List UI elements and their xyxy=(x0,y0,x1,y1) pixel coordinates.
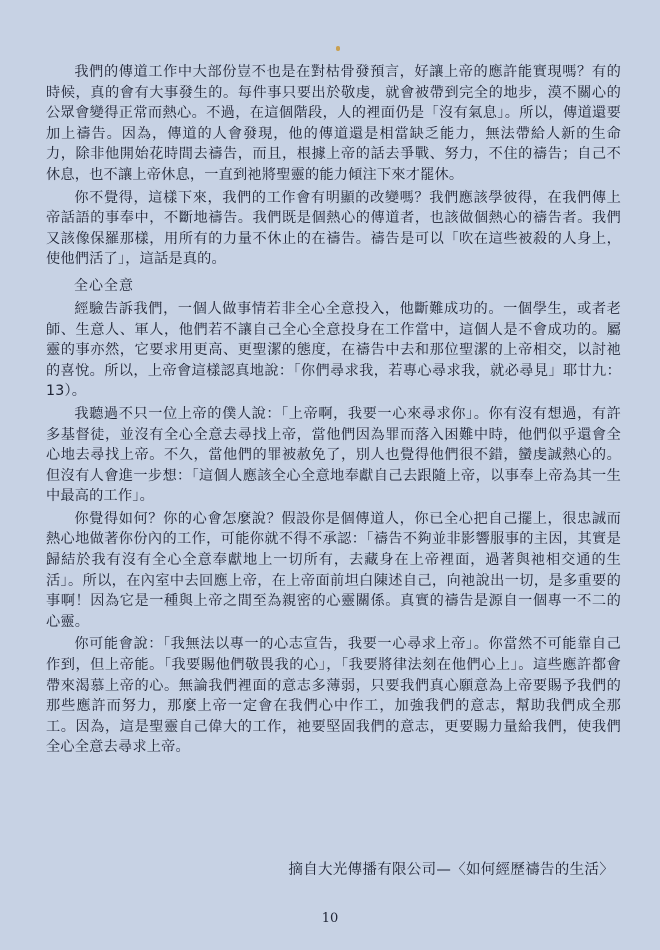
paragraph: 我們的傳道工作中大部份豈不也是在對枯骨發預言，好讓上帝的應許能實現嗎？有的時候，真的會有大事發生的。每件事只要出於敬虔，就會被帶到完全的地步，漠不關心的公眾會變得正常而熱心。不過，在這個階段，人的裡面仍是「沒有氣息」。所以，傳道還要加上禱告。因為，傳道的人會發現，他的傳道還是相當缺乏能力，無法帶給人新的生命力，除非他開始花時間去禱告，而且，根據上帝的話去爭戰、努力，不住的禱告；自己不休息，也不讓上帝休息，一直到祂將聖靈的能力傾注下來才罷休。 xyxy=(46,64,621,183)
source-attribution: 摘自大光傳播有限公司—〈如何經歷禱告的生活〉 xyxy=(288,862,614,878)
page-ornament xyxy=(336,46,340,51)
paragraph: 你覺得如何？你的心會怎麼說？假設你是個傳道人，你已全心把自己擺上，很忠誠而熱心地做著你份內的工作，可能你就不得不承認：「禱告不夠並非影響服事的主因，其實是歸結於我有沒有全心全意奉獻地上一切所有，去藏身在上帝裡面，過著與祂相交通的生活」。所以，在內室中去回應上帝，在上帝面前坦白陳述自己，向祂說出一切，是多重要的事啊！因為它是一種與上帝之間至為親密的心靈關係。真實的禱告是源自一個專一不二的心靈。 xyxy=(46,510,621,630)
paragraph: 我聽過不只一位上帝的僕人說：「上帝啊，我要一心來尋求你」。你有沒有想過，有許多基督徒，並沒有全心全意去尋找上帝，當他們因為罪而落入困難中時，他們似乎還會全心地去尋找上帝。不久，當他們的罪被赦免了，別人也覺得他們很不錯，蠻虔誠熱心的。但沒有人會進一步想：「這個人應該全心全意地奉獻自己去跟隨上帝，以事奉上帝為其一生中最高的工作」。 xyxy=(46,405,621,505)
page-number: 10 xyxy=(321,911,339,926)
paragraph: 你可能會說：「我無法以專一的心志宣告，我要一心尋求上帝」。你當然不可能靠自己作到，但上帝能。「我要賜他們敬畏我的心」，「我要將律法刻在他們心上」。這些應許都會帶來渴慕上帝的心。無論我們裡面的意志多薄弱，只要我們真心願意為上帝要賜予我們的那些應許而努力，那麼上帝一定會在我們心中作工，加強我們的意志，幫助我們成全那工。因為，這是聖靈自己偉大的工作，祂要堅固我們的意志，更要賜力量給我們，使我們全心全意去尋求上帝。 xyxy=(46,636,621,756)
article-body xyxy=(46,62,621,760)
paragraph: 你不覺得，這樣下來，我們的工作會有明顯的改變嗎？我們應該學彼得，在我們傳上帝話語的事奉中，不斷地禱告。我們既是個熱心的傳道者，也該做個熱心的禱告者。我們又該像保羅那樣，用所有的力量不休止的在禱告。禱告是可以「吹在這些被殺的人身上，使他們活了」，這話是真的。 xyxy=(46,189,621,268)
paragraph: 經驗告訴我們，一個人做事情若非全心全意投入，他斷難成功的。一個學生，或者老師、生意人、軍人，他們若不讓自己全心全意投身在工作當中，這個人是不會成功的。屬靈的事亦然，它要求用更高、更聖潔的態度，在禱告中去和那位聖潔的上帝相交，以討祂的喜悅。所以，上帝會這樣認真地說：「你們尋求我，若專心尋求我，就必尋見」耶廿九：13）。 xyxy=(46,300,621,400)
section-heading: 全心全意 xyxy=(74,277,134,294)
